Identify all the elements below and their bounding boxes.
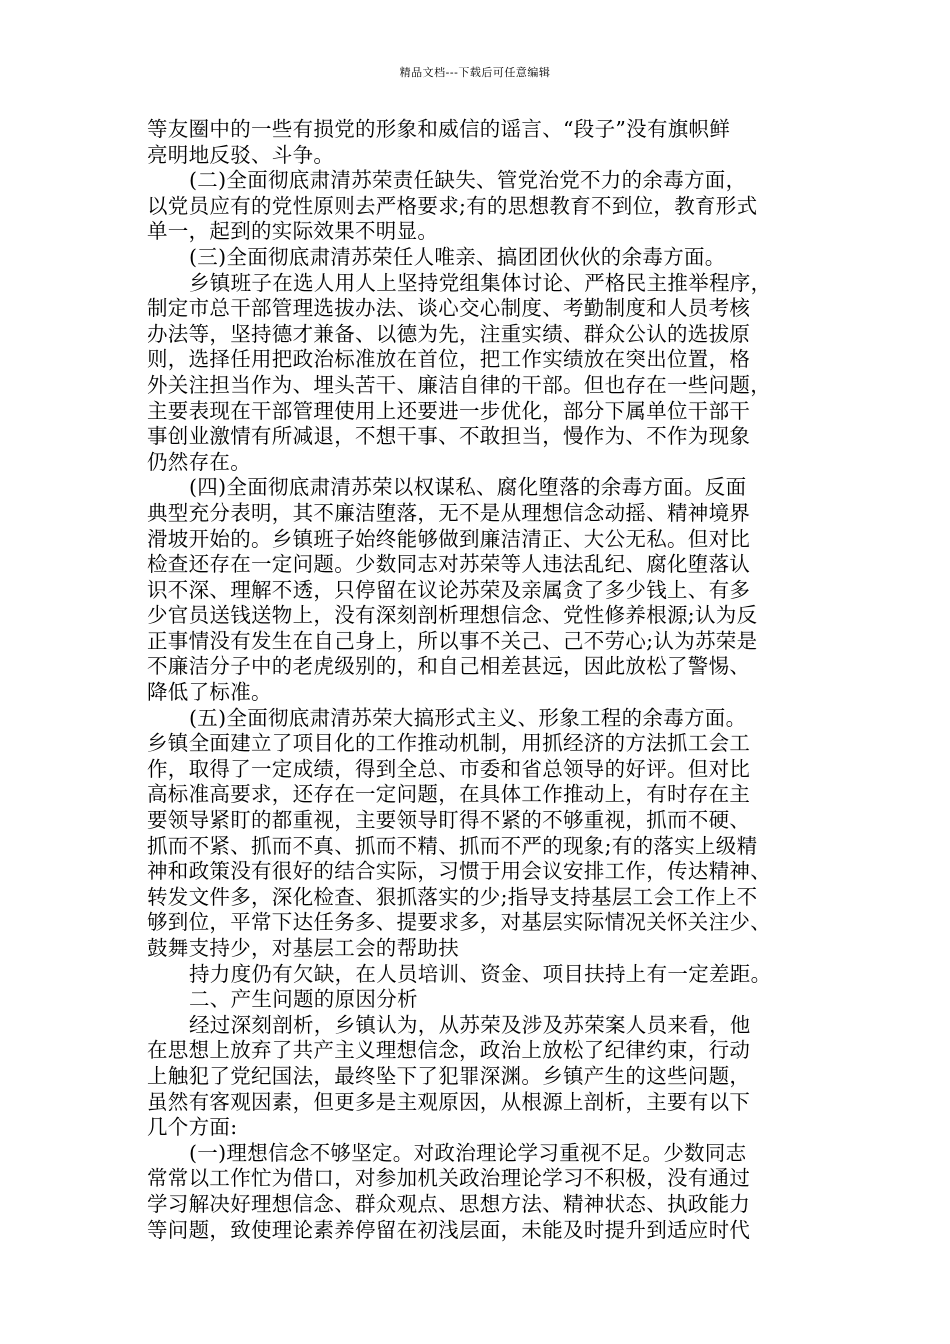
text-line: 学习解决好理想信念、群众观点、思想方法、精神状态、执政能力	[147, 1191, 751, 1216]
text-line: 亮明地反驳、斗争。	[147, 142, 335, 167]
text-line: 不廉洁分子中的老虎级别的，和自己相差甚远，因此放松了警惕、	[147, 654, 751, 679]
text-line: 少官员送钱送物上，没有深刻剖析理想信念、党性修养根源;认为反	[147, 603, 758, 628]
text-line: 够到位，平常下达任务多、提要求多，对基层实际情况关怀关注少、	[147, 910, 771, 935]
text-line: 制定市总干部管理选拔办法、谈心交心制度、考勤制度和人员考核	[147, 296, 751, 321]
text-line: 仍然存在。	[147, 449, 251, 474]
text-line: 转发文件多，深化检查、狠抓落实的少;指导支持基层工会工作上不	[147, 884, 758, 909]
text-line: 二、产生问题的原因分析	[189, 987, 418, 1012]
text-line: 持力度仍有欠缺，在人员培训、资金、项目扶持上有一定差距。	[189, 961, 772, 986]
text-line: (三)全面彻底肃清苏荣任人唯亲、搞团团伙伙的余毒方面。	[189, 244, 726, 269]
text-line: 经过深刻剖析，乡镇认为，从苏荣及涉及苏荣案人员来看，他	[189, 1012, 751, 1037]
text-line: 降低了标准。	[147, 680, 272, 705]
text-line: 抓而不紧、抓而不真、抓而不精、抓而不严的现象;有的落实上级精	[147, 833, 758, 858]
text-line: 主要表现在干部管理使用上还要进一步优化，部分下属单位干部干	[147, 398, 751, 423]
text-line: 神和政策没有很好的结合实际，习惯于用会议安排工作，传达精神、	[147, 859, 771, 884]
text-line: 等友圈中的一些有损党的形象和威信的谣言、“段子”没有旗帜鲜	[147, 117, 731, 141]
text-line: 常常以工作忙为借口，对参加机关政治理论学习不积极，没有通过	[147, 1166, 751, 1191]
text-line: 几个方面:	[147, 1115, 238, 1140]
text-line: 鼓舞支持少，对基层工会的帮助扶	[147, 936, 459, 960]
text-line: (四)全面彻底肃清苏荣以权谋私、腐化堕落的余毒方面。反面	[189, 475, 747, 500]
page-header: 精品文档---下载后可任意编辑	[399, 66, 551, 79]
text-line: (五)全面彻底肃清苏荣大搞形式主义、形象工程的余毒方面。	[189, 705, 747, 730]
document-body	[147, 117, 812, 1243]
text-line: 乡镇全面建立了项目化的工作推动机制，用抓经济的方法抓工会工	[147, 731, 751, 756]
text-line: 等问题，致使理论素养停留在初浅层面，未能及时提升到适应时代	[147, 1217, 751, 1242]
text-line: 检查还存在一定问题。少数同志对苏荣等人违法乱纪、腐化堕落认	[147, 552, 751, 577]
text-line: 单一，起到的实际效果不明显。	[147, 219, 439, 244]
text-line: (二)全面彻底肃清苏荣责任缺失、管党治党不力的余毒方面，	[189, 168, 747, 193]
text-line: 在思想上放弃了共产主义理想信念，政治上放松了纪律约束，行动	[147, 1038, 751, 1063]
text-line: 作，取得了一定成绩，得到全总、市委和省总领导的好评。但对比	[147, 756, 751, 781]
text-line: 高标准高要求，还存在一定问题，在具体工作推动上，有时存在主	[147, 782, 751, 807]
text-line: 典型充分表明，其不廉洁堕落，无不是从理想信念动摇、精神境界	[147, 500, 751, 525]
text-line: 要领导紧盯的都重视，主要领导盯得不紧的不够重视，抓而不硬、	[147, 808, 751, 833]
text-line: 外关注担当作为、埋头苦干、廉洁自律的干部。但也存在一些问题，	[147, 372, 771, 397]
text-line: 以党员应有的党性原则去严格要求;有的思想教育不到位，教育形式	[147, 193, 758, 218]
text-line: 识不深、理解不透，只停留在议论苏荣及亲属贪了多少钱上、有多	[147, 577, 751, 602]
text-line: 正事情没有发生在自己身上，所以事不关己、己不劳心;认为苏荣是	[147, 628, 758, 653]
text-line: 上触犯了党纪国法，最终坠下了犯罪深渊。乡镇产生的这些问题，	[147, 1063, 751, 1088]
text-line: 滑坡开始的。乡镇班子始终能够做到廉洁清正、大公无私。但对比	[147, 526, 751, 551]
text-line: 事创业激情有所减退，不想干事、不敢担当，慢作为、不作为现象	[147, 424, 751, 449]
text-line: 虽然有客观因素，但更多是主观原因，从根源上剖析，主要有以下	[147, 1089, 751, 1114]
text-line: 办法等，坚持德才兼备、以德为先，注重实绩、群众公认的选拔原	[147, 321, 751, 346]
text-line: (一)理想信念不够坚定。对政治理论学习重视不足。少数同志	[189, 1140, 747, 1165]
text-line: 乡镇班子在选人用人上坚持党组集体讨论、严格民主推举程序，	[189, 270, 772, 295]
text-line: 则，选择任用把政治标准放在首位，把工作实绩放在突出位置，格	[147, 347, 751, 372]
